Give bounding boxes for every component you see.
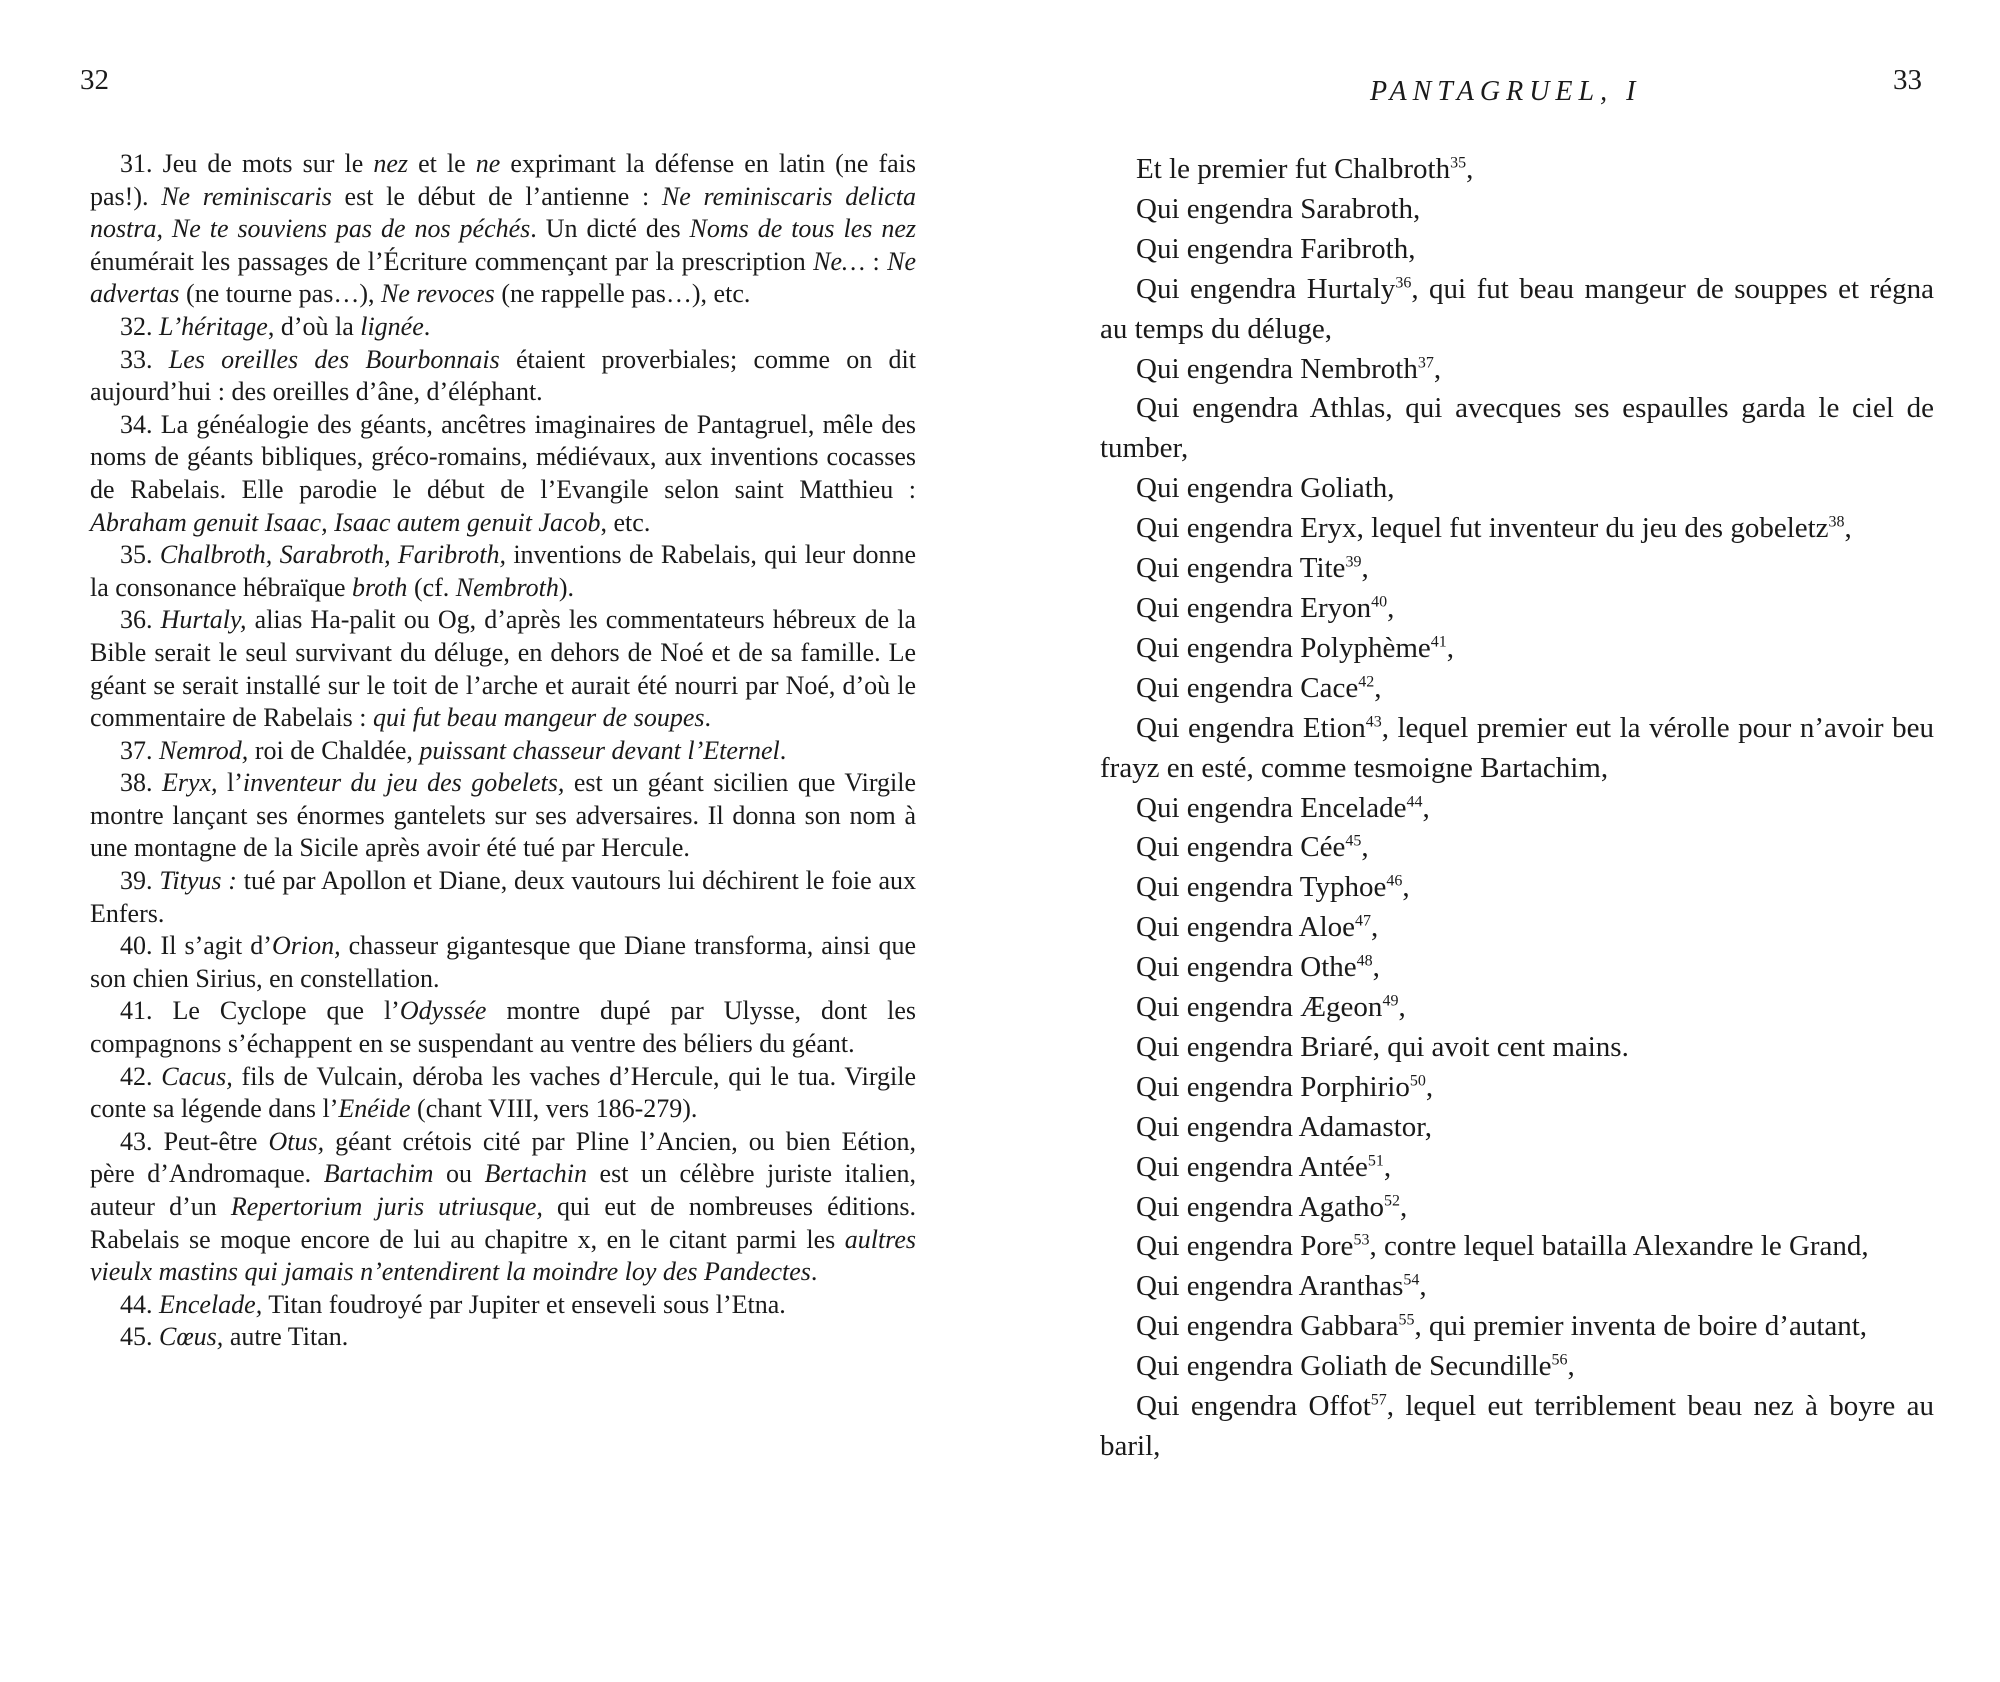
footnote-italic-text: Cacus,: [161, 1061, 233, 1091]
footnote-number: 44.: [120, 1289, 153, 1319]
footnote-number: 38.: [120, 768, 153, 798]
footnote-text: chasseur gigantesque que Diane transforma, ainsi que son chien Sirius, en constellation.: [90, 931, 916, 993]
footnote-italic-text: puissant chasseur devant l’Eternel: [419, 735, 780, 765]
verse-text-tail: , lequel eut terriblement beau nez à boyre au baril,: [1100, 1390, 1934, 1462]
verse-text-tail: , contre lequel batailla Alexandre le Grand,: [1369, 1230, 1869, 1263]
verse-line: [1100, 469, 1934, 509]
footnote-text: roi de Chaldée,: [248, 735, 420, 765]
verse-text: Qui engendra Gabbara: [1136, 1310, 1399, 1343]
footnote-text: géant crétois cité par Pline l’Ancien, ou bien Eétion, père d’Andromaque.: [90, 1126, 917, 1189]
footnote-ref: 47: [1355, 912, 1372, 930]
footnote-ref: 51: [1367, 1152, 1384, 1169]
verse-text-tail: ,: [1361, 831, 1369, 864]
footnote-number: 43.: [120, 1126, 153, 1156]
footnote-italic-text: Orion,: [271, 931, 341, 961]
footnote-text: est un célèbre juriste italien, auteur d’un: [90, 1159, 917, 1221]
page-number: 32: [80, 64, 109, 96]
verse-text-tail: ,: [1372, 951, 1380, 984]
footnote-text: qui eut de nombreuses éditions. Rabelais se moque encore de lui au chapitre x, en le citant parmi les: [90, 1192, 916, 1254]
footnote-ref: 48: [1356, 952, 1373, 970]
verse-text-tail: ,: [1383, 1150, 1392, 1183]
verse-line: [1100, 709, 1934, 789]
footnote-ref: 39: [1345, 553, 1362, 571]
footnote-number: 31.: [120, 149, 153, 178]
footnote-ref: 40: [1371, 593, 1388, 611]
footnote-italic-text: Les oreilles des Bourbonnais: [168, 344, 500, 374]
verse-text-tail: , qui fut beau mangeur de souppes et régna au temps du déluge,: [1100, 272, 1934, 345]
footnote-text: (cf.: [407, 572, 456, 602]
footnote-text: .: [704, 703, 711, 733]
footnote-number: 40.: [120, 931, 153, 961]
footnote-ref: 37: [1417, 353, 1434, 371]
footnote-number: 33.: [120, 344, 153, 374]
footnote-text: Le Cyclope que l’: [172, 996, 400, 1026]
footnote-text: tué par Apollon et Diane, deux vautours lui déchirent le foie aux Enfers.: [90, 866, 917, 928]
footnote: [90, 311, 916, 344]
verse-text-tail: ,: [1400, 1190, 1408, 1223]
footnote-ref: 42: [1358, 673, 1375, 691]
footnote-number: 35.: [120, 540, 153, 570]
verse-text-tail: ,: [1466, 153, 1474, 185]
footnote-text: montre dupé par Ulysse, dont les compagnons s’échappent en se suspendant au ventre des béliers du géant.: [90, 996, 917, 1059]
footnote-text: . Un dicté des: [530, 214, 690, 244]
right-page: [1000, 0, 2000, 1682]
verse-text-tail: ,: [1374, 671, 1382, 704]
footnote-text: énumérait les passages de l’Écriture commençant par la prescription: [90, 246, 814, 276]
verse-text: Qui engendra Agatho: [1136, 1190, 1385, 1223]
verse-text-tail: ,: [1419, 1270, 1427, 1303]
verse-text: Qui engendra Tite: [1136, 552, 1346, 585]
footnote-text: autre Titan.: [223, 1322, 349, 1352]
footnote-text: alias Ha-palit ou Og, d’après les commentateurs hébreux de la Bible serait le seul survivant du déluge, en dehors de Noé et de sa famille. Le géant se serait installé sur le toit de l’arche et aurait été nourri par Noé, d’où le commentaire de Rabelais :: [90, 605, 916, 733]
footnote-italic-text: Hurtaly,: [160, 605, 247, 635]
verse-text: Qui engendra Eryon: [1136, 591, 1372, 624]
verse-text: Et le premier fut Chalbroth: [1136, 153, 1451, 185]
footnote-text: .: [423, 311, 431, 341]
footnote-ref: 41: [1430, 633, 1447, 651]
footnote-text: (chant VIII, vers 186-279).: [410, 1094, 698, 1124]
footnote-text: , etc.: [600, 507, 651, 537]
footnote-italic-text: Ne reminiscaris: [161, 181, 332, 211]
footnote-text: , d’où la: [267, 311, 361, 341]
verse-line: [1100, 629, 1934, 669]
verse-text-tail: ,: [1844, 512, 1852, 545]
footnote-italic-text: inventeur du jeu des gobelets,: [242, 768, 565, 798]
verse-line: [1100, 1148, 1934, 1188]
verse-text-tail: ,: [1361, 552, 1369, 585]
footnote-italic-text: Ne reminiscaris delicta nostra, Ne te souviens pas de nos péchés: [90, 181, 917, 244]
verse-text-tail: , qui premier inventa de boire d’autant,: [1414, 1310, 1868, 1343]
footnote: [90, 1289, 916, 1322]
footnote-italic-text: ne: [475, 149, 501, 178]
verse-text: Qui engendra Goliath de Secundille: [1136, 1350, 1552, 1383]
verse-text: Qui engendra Sarabroth,: [1136, 192, 1421, 225]
verse-line: [1100, 270, 1934, 350]
verse-line: [1100, 230, 1934, 270]
footnote-italic-text: L’héritage: [159, 311, 268, 341]
verse-text: Qui engendra Aranthas: [1136, 1270, 1404, 1303]
verse-line: [1100, 190, 1934, 230]
footnote: [90, 344, 916, 409]
verse-text-tail: ,: [1398, 991, 1406, 1024]
verse-text-tail: ,: [1567, 1350, 1575, 1383]
footnote-ref: 43: [1365, 713, 1382, 731]
footnote-text: ou: [433, 1159, 485, 1189]
footnote: [90, 604, 916, 734]
verse-line: [1100, 908, 1934, 948]
footnote-italic-text: Odyssée: [399, 996, 487, 1026]
verse-text-tail: ,: [1402, 871, 1410, 904]
footnote-text: La généalogie des géants, ancêtres imaginaires de Pantagruel, mêle des noms de géants bibliques, gréco-romains, médiévaux, aux inventions cocasses de Rabelais. Elle parodie le début de l’Evangile selon saint Matthieu :: [90, 409, 916, 504]
footnote: [90, 539, 916, 604]
footnote-italic-text: Ne advertas: [90, 246, 916, 309]
verse-text: Qui engendra Athlas, qui avecques ses espaulles garda le ciel de tumber,: [1100, 392, 1934, 465]
footnote-text: est le début de l’antienne :: [331, 181, 662, 211]
footnote-text: et le: [408, 149, 476, 178]
footnote-italic-text: Nemrod,: [159, 735, 249, 765]
footnote-italic-text: broth: [352, 572, 408, 602]
footnote-italic-text: Bertachin: [484, 1159, 588, 1189]
verse-text-tail: ,: [1425, 1070, 1434, 1103]
verse-text-tail: ,: [1371, 911, 1379, 944]
footnote-text: étaient proverbiales; comme on dit aujourd’hui : des oreilles d’âne, d’éléphant.: [90, 344, 917, 407]
verse-text-tail: ,: [1446, 631, 1455, 664]
footnote-italic-text: Repertorium juris utriusque,: [230, 1192, 543, 1221]
verse-line: [1100, 350, 1934, 390]
footnote-ref: 55: [1398, 1311, 1415, 1329]
page-number: 33: [1893, 64, 1922, 96]
verse-line: [1100, 1347, 1934, 1387]
verse-text: Qui engendra Faribroth,: [1136, 232, 1416, 265]
verse-text: Qui engendra Porphirio: [1136, 1070, 1410, 1103]
verse-line: [1100, 988, 1934, 1028]
footnote: [90, 735, 916, 768]
footnote-ref: 44: [1406, 792, 1423, 810]
footnote-ref: 54: [1403, 1271, 1420, 1289]
verse-line: [1100, 789, 1934, 829]
footnote-text: Peut-être: [163, 1126, 269, 1156]
footnote: [90, 1321, 916, 1354]
verse-line: [1100, 868, 1934, 908]
verse-line: [1100, 509, 1934, 549]
verse-text: Qui engendra Nembroth: [1136, 352, 1418, 385]
footnote-italic-text: lignée: [360, 311, 424, 341]
verse-text: Qui engendra Othe: [1136, 951, 1357, 984]
footnote-italic-text: Encelade,: [159, 1289, 263, 1319]
footnote-italic-text: nez: [373, 149, 408, 178]
footnote-ref: 53: [1353, 1231, 1370, 1249]
footnote: [90, 1126, 916, 1289]
footnotes: [90, 148, 916, 1354]
footnote-ref: 57: [1370, 1391, 1387, 1409]
footnote-text: fils de Vulcain, déroba les vaches d’Hercule, qui le tua. Virgile conte sa légende dans l’: [90, 1061, 917, 1124]
verse-text: Qui engendra Aloe: [1136, 911, 1356, 944]
footnote-text: l’: [217, 768, 243, 798]
footnote-text: :: [865, 246, 888, 276]
footnote-number: 45.: [120, 1322, 153, 1352]
verse-text: Qui engendra Offot: [1136, 1390, 1371, 1423]
footnote-ref: 56: [1551, 1351, 1568, 1369]
verse-line: [1100, 1068, 1934, 1108]
footnote-text: exprimant la défense en latin (ne fais pas!).: [90, 149, 917, 211]
verse-line: [1100, 948, 1934, 988]
footnote-number: 41.: [120, 996, 153, 1026]
footnote: [90, 930, 916, 995]
verse-text: Qui engendra Cée: [1136, 831, 1346, 864]
footnote-text: ).: [558, 572, 575, 602]
footnote-text: Il s’agit d’: [160, 931, 272, 961]
footnote: [90, 1061, 916, 1126]
verse-text: Qui engendra Polyphème: [1136, 631, 1431, 664]
verse-line: [1100, 1227, 1934, 1267]
footnote-number: 36.: [120, 605, 153, 635]
verse-text: Qui engendra Encelade: [1136, 791, 1407, 824]
footnote-italic-text: Bartachim: [323, 1159, 434, 1189]
footnote-text: Titan foudroyé par Jupiter et enseveli sous l’Etna.: [262, 1289, 786, 1319]
verse-line: [1100, 549, 1934, 589]
footnote: [90, 995, 916, 1060]
footnote-italic-text: Cœus,: [159, 1322, 224, 1352]
verse-text-tail: ,: [1422, 791, 1430, 824]
verse-text: Qui engendra Cace: [1136, 671, 1359, 704]
footnote-italic-text: Nembroth: [455, 572, 559, 602]
genealogy-text: [1100, 150, 1934, 1467]
verse-line: [1100, 1028, 1934, 1068]
verse-line: [1100, 150, 1934, 190]
verse-line: [1100, 1387, 1934, 1467]
footnote-ref: 46: [1386, 872, 1403, 890]
footnote-italic-text: qui fut beau mangeur de soupes: [373, 703, 705, 733]
verse-text: Qui engendra Antée: [1136, 1150, 1368, 1183]
footnote-ref: 38: [1828, 513, 1845, 531]
footnote-text: (ne tourne pas…),: [179, 279, 381, 309]
verse-line: [1100, 1307, 1934, 1347]
verse-text: Qui engendra Hurtaly: [1136, 272, 1396, 305]
footnote-text: inventions de Rabelais, qui leur donne la consonance hébraïque: [90, 540, 917, 602]
verse-text: Qui engendra Etion: [1136, 711, 1366, 744]
footnote-number: 34.: [120, 409, 153, 439]
verse-line: [1100, 828, 1934, 868]
footnote-number: 42.: [120, 1061, 153, 1091]
footnote-text: .: [779, 735, 787, 765]
verse-line: [1100, 669, 1934, 709]
verse-line: [1100, 1188, 1934, 1228]
verse-text-tail: ,: [1433, 352, 1442, 385]
footnote-italic-text: Enéide: [338, 1094, 411, 1124]
footnote: [90, 767, 916, 865]
footnote-italic-text: Ne…: [813, 246, 866, 276]
verse-line: [1100, 389, 1934, 469]
footnote-number: 37.: [120, 735, 153, 765]
verse-line: [1100, 1108, 1934, 1148]
verse-line: [1100, 589, 1934, 629]
footnote-text: .: [810, 1257, 818, 1287]
footnote-number: 32.: [120, 311, 153, 341]
verse-line: [1100, 1267, 1934, 1307]
footnote-ref: 52: [1384, 1191, 1401, 1209]
footnote-italic-text: Otus,: [268, 1126, 325, 1156]
verse-text: Qui engendra Pore: [1136, 1230, 1354, 1263]
verse-text: Qui engendra Adamastor,: [1136, 1110, 1433, 1143]
footnote-text: (ne rappelle pas…), etc.: [494, 279, 751, 309]
footnote: [90, 865, 916, 930]
footnote: [90, 148, 916, 311]
footnote-italic-text: Noms de tous les nez: [689, 214, 916, 244]
footnote-italic-text: Eryx,: [161, 768, 218, 798]
verse-text: Qui engendra Eryx, lequel fut inventeur du jeu des gobeletz: [1136, 512, 1829, 545]
verse-text: Qui engendra Goliath,: [1136, 472, 1395, 505]
footnote-text: est un géant sicilien que Virgile montre lançant ses énormes gantelets sur ses adversaires. Il donna son nom à une montagne de la Sicile après avoir été tué par Hercule.: [90, 768, 916, 863]
footnote-ref: 50: [1409, 1072, 1426, 1090]
running-head: PANTAGRUEL, I: [1370, 76, 1642, 107]
verse-text-tail: ,: [1387, 591, 1395, 624]
verse-text: Qui engendra Typhoe: [1136, 871, 1387, 904]
verse-text-tail: , lequel premier eut la vérolle pour n’avoir beu frayz en esté, comme tesmoigne Bartachim,: [1100, 711, 1934, 784]
verse-text: Qui engendra Ægeon: [1136, 991, 1383, 1024]
footnote-ref: 45: [1345, 832, 1362, 850]
footnote-ref: 36: [1395, 274, 1412, 292]
footnote-italic-text: Abraham genuit Isaac, Isaac autem genuit Jacob: [90, 507, 601, 537]
footnote-italic-text: aultres vieulx mastins qui jamais n’entendirent la moindre loy des Pandectes: [90, 1224, 916, 1287]
footnote-number: 39.: [120, 866, 153, 896]
verse-text: Qui engendra Briaré, qui avoit cent mains.: [1136, 1030, 1629, 1063]
footnote-italic-text: Ne revoces: [380, 279, 495, 309]
footnote-italic-text: Tityus :: [159, 866, 237, 896]
footnote-ref: 35: [1450, 154, 1467, 172]
footnote-text: Jeu de mots sur le: [162, 149, 374, 178]
footnote: [90, 409, 916, 539]
footnote-italic-text: Chalbroth, Sarabroth, Faribroth,: [159, 540, 507, 570]
footnote-ref: 49: [1382, 992, 1399, 1010]
